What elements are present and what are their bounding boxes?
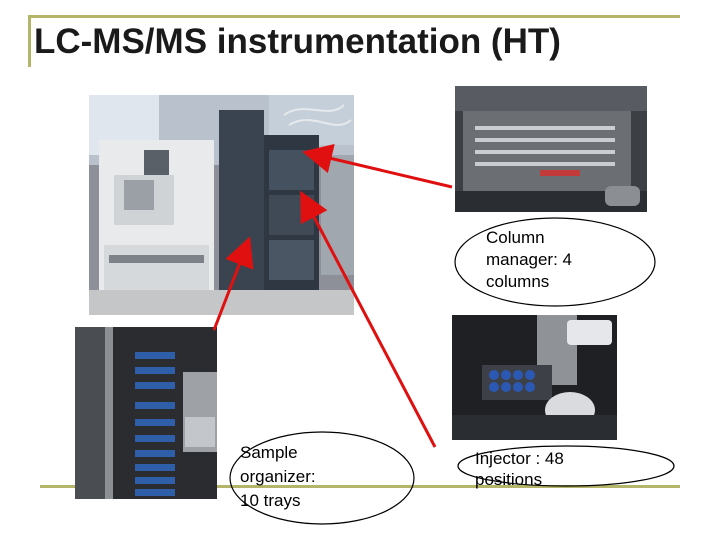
sample-organizer-label-line3: 10 trays (240, 491, 301, 510)
lc-ms-instrument-photo (89, 95, 354, 315)
injector-label-line2: positions (475, 470, 543, 489)
slide-title: LC-MS/MS instrumentation (HT) (34, 22, 561, 61)
column-manager-photo (455, 86, 647, 212)
column-manager-label-line3: columns (486, 272, 550, 291)
column-manager-label (486, 227, 572, 293)
injector-photo (452, 315, 617, 440)
sample-organizer-label (240, 441, 316, 513)
frame-top-line (28, 15, 680, 18)
sample-organizer-label-line2: organizer: (240, 467, 316, 486)
sample-organizer-label-line1: Sample (240, 443, 298, 462)
frame-left-line (28, 15, 31, 67)
injector-label-line1: Injector : 48 (475, 449, 564, 468)
column-manager-label-line2: manager: 4 (486, 250, 572, 269)
injector-label (475, 448, 564, 490)
sample-organizer-photo (75, 327, 217, 499)
column-manager-label-line1: Column (486, 228, 545, 247)
